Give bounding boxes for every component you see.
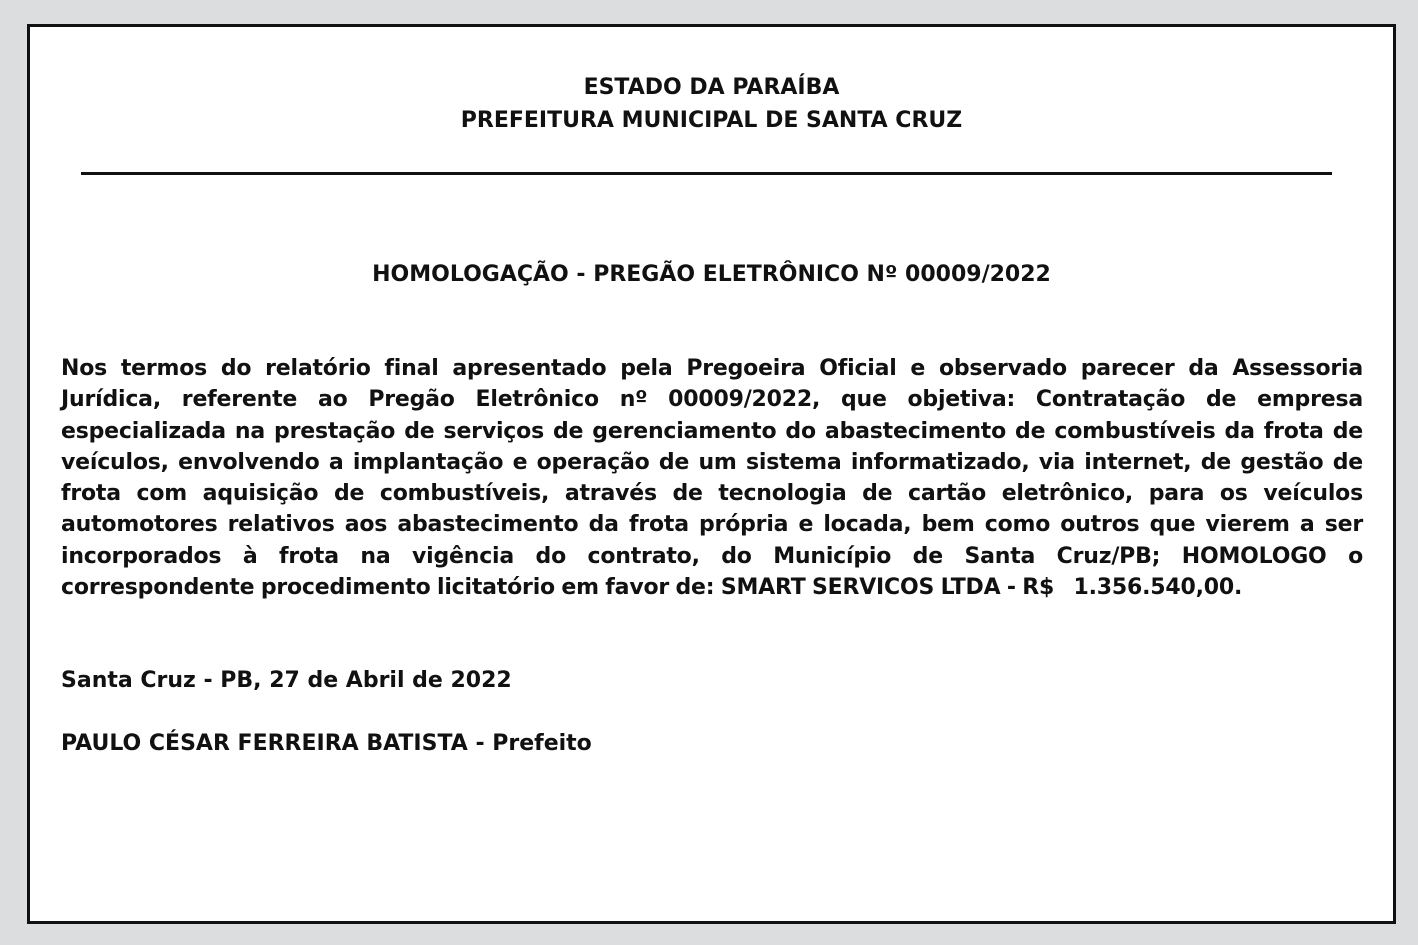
- notice-body: Nos termos do relatório final apresentado pela Pregoeira Oficial e observado parecer da Assessoria Jurídica, referente ao Pregão Eletrônico nº 00009/2022, que objetiva: Contratação de empresa especializada na prestação de serviços de gerenciamento do abastecimento de combustíveis da frota de veículos, envolvendo a implantação e operação de um sistema informatizado, via internet, de gestão de frota com aquisição de combustíveis, através de tecnologia de cartão eletrônico, para os veículos automotores relativos aos abastecimento da frota própria e locada, bem como outros que vierem a ser incorporados à frota na vigência do contrato, do Município de Santa Cruz/PB; HOMOLOGO o correspondente procedimento licitatório em favor de: SMART SERVICOS LTDA - R$ 1.356.540,00.: [61, 356, 1370, 601]
- publication-notice: [27, 24, 1396, 924]
- municipality-name: PREFEITURA MUNICIPAL DE SANTA CRUZ: [460, 108, 963, 133]
- notice-title: HOMOLOGAÇÃO - PREGÃO ELETRÔNICO Nº 00009/2022: [372, 262, 1051, 287]
- header: [30, 71, 1393, 137]
- place-date: Santa Cruz - PB, 27 de Abril de 2022: [61, 668, 512, 693]
- signature: PAULO CÉSAR FERREIRA BATISTA - Prefeito: [61, 731, 592, 756]
- state-name: ESTADO DA PARAÍBA: [583, 75, 840, 100]
- header-divider: [81, 172, 1332, 175]
